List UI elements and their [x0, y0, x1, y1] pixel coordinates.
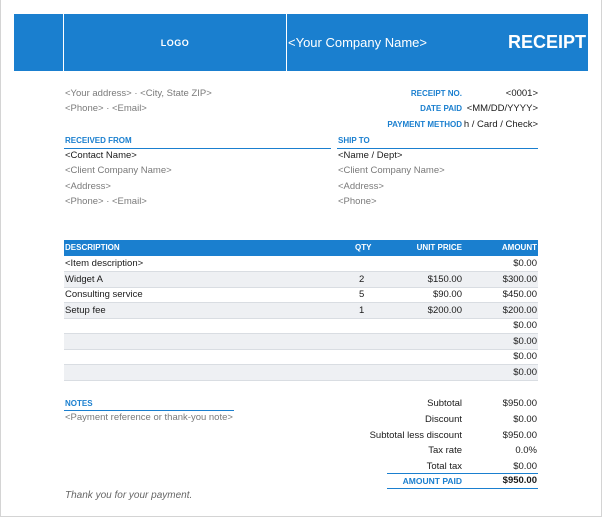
logo-placeholder[interactable]: LOGO: [160, 37, 190, 48]
cell-description: Widget A: [65, 274, 104, 285]
cell-amount: $0.00: [513, 351, 537, 362]
cell-description: <Item description>: [65, 258, 144, 269]
tax-rate-value: 0.0%: [515, 445, 537, 456]
received-phone-email: <Phone> · <Email>: [65, 196, 147, 207]
total-tax-value: $0.00: [513, 461, 537, 472]
notes-text[interactable]: <Payment reference or thank-you note>: [65, 412, 233, 423]
column-header-qty: QTY: [355, 243, 372, 252]
cell-qty: 1: [359, 305, 365, 316]
received-company: <Client Company Name>: [65, 165, 172, 176]
cell-amount: $200.00: [502, 305, 537, 316]
ship-phone: <Phone>: [338, 196, 377, 207]
section-rule: [64, 410, 234, 411]
discount-label: Discount: [425, 414, 462, 425]
ship-name: <Name / Dept>: [338, 150, 403, 161]
subtotal-less-discount-value: $950.00: [502, 430, 537, 441]
ship-to-heading: SHIP TO: [338, 136, 370, 145]
cell-amount: $0.00: [513, 367, 537, 378]
section-rule: [337, 148, 538, 149]
cell-unit-price: $200.00: [427, 305, 462, 316]
column-header-amount: AMOUNT: [501, 243, 537, 252]
amount-paid-label: AMOUNT PAID: [402, 476, 462, 486]
table-row[interactable]: [64, 334, 538, 350]
ship-company: <Client Company Name>: [338, 165, 445, 176]
total-tax-label: Total tax: [426, 461, 462, 472]
discount-value: $0.00: [513, 414, 537, 425]
table-row[interactable]: [64, 349, 538, 365]
column-header-description: DESCRIPTION: [65, 243, 120, 252]
cell-description: Consulting service: [65, 289, 143, 300]
subtotal-label: Subtotal: [427, 398, 462, 409]
header-divider: [286, 14, 287, 71]
cell-unit-price: $150.00: [427, 274, 462, 285]
table-row[interactable]: [64, 272, 538, 288]
cell-qty: 5: [359, 289, 365, 300]
sender-address: <Your address> · <City, State ZIP>: [65, 88, 212, 99]
cell-amount: $0.00: [513, 320, 537, 331]
date-paid-value: <MM/DD/YYYY>: [466, 103, 538, 114]
amount-paid-value: $950.00: [502, 475, 537, 486]
cell-qty: 2: [359, 274, 365, 285]
table-row[interactable]: [64, 365, 538, 381]
cell-amount: $300.00: [502, 274, 537, 285]
cell-unit-price: $90.00: [432, 289, 462, 300]
table-row[interactable]: [64, 303, 538, 319]
row-divider: [64, 380, 538, 381]
sender-contact: <Phone> · <Email>: [65, 103, 147, 114]
thank-you-message: Thank you for your payment.: [65, 490, 193, 501]
document-title: RECEIPT: [507, 32, 586, 52]
cell-description: Setup fee: [65, 305, 106, 316]
received-address: <Address>: [65, 181, 111, 192]
payment-method-label: PAYMENT METHOD: [387, 120, 462, 129]
receipt-no-value: <0001>: [505, 88, 538, 99]
items-table-header: [64, 240, 538, 256]
section-rule: [64, 148, 331, 149]
receipt-no-label: RECEIPT NO.: [410, 89, 462, 98]
column-header-unit-price: UNIT PRICE: [416, 243, 462, 252]
ship-address: <Address>: [338, 181, 384, 192]
cell-amount: $0.00: [513, 336, 537, 347]
subtotal-value: $950.00: [502, 398, 537, 409]
table-row[interactable]: [64, 318, 538, 334]
payment-method-value: h / Card / Check>: [463, 119, 538, 130]
company-name: <Your Company Name>: [288, 35, 427, 50]
cell-amount: $0.00: [513, 258, 537, 269]
cell-amount: $450.00: [502, 289, 537, 300]
notes-heading: NOTES: [65, 399, 93, 408]
received-contact: <Contact Name>: [65, 150, 137, 161]
subtotal-less-discount-label: Subtotal less discount: [369, 430, 462, 441]
tax-rate-label: Tax rate: [428, 445, 462, 456]
date-paid-label: DATE PAID: [420, 104, 462, 113]
received-from-heading: RECEIVED FROM: [65, 136, 132, 145]
